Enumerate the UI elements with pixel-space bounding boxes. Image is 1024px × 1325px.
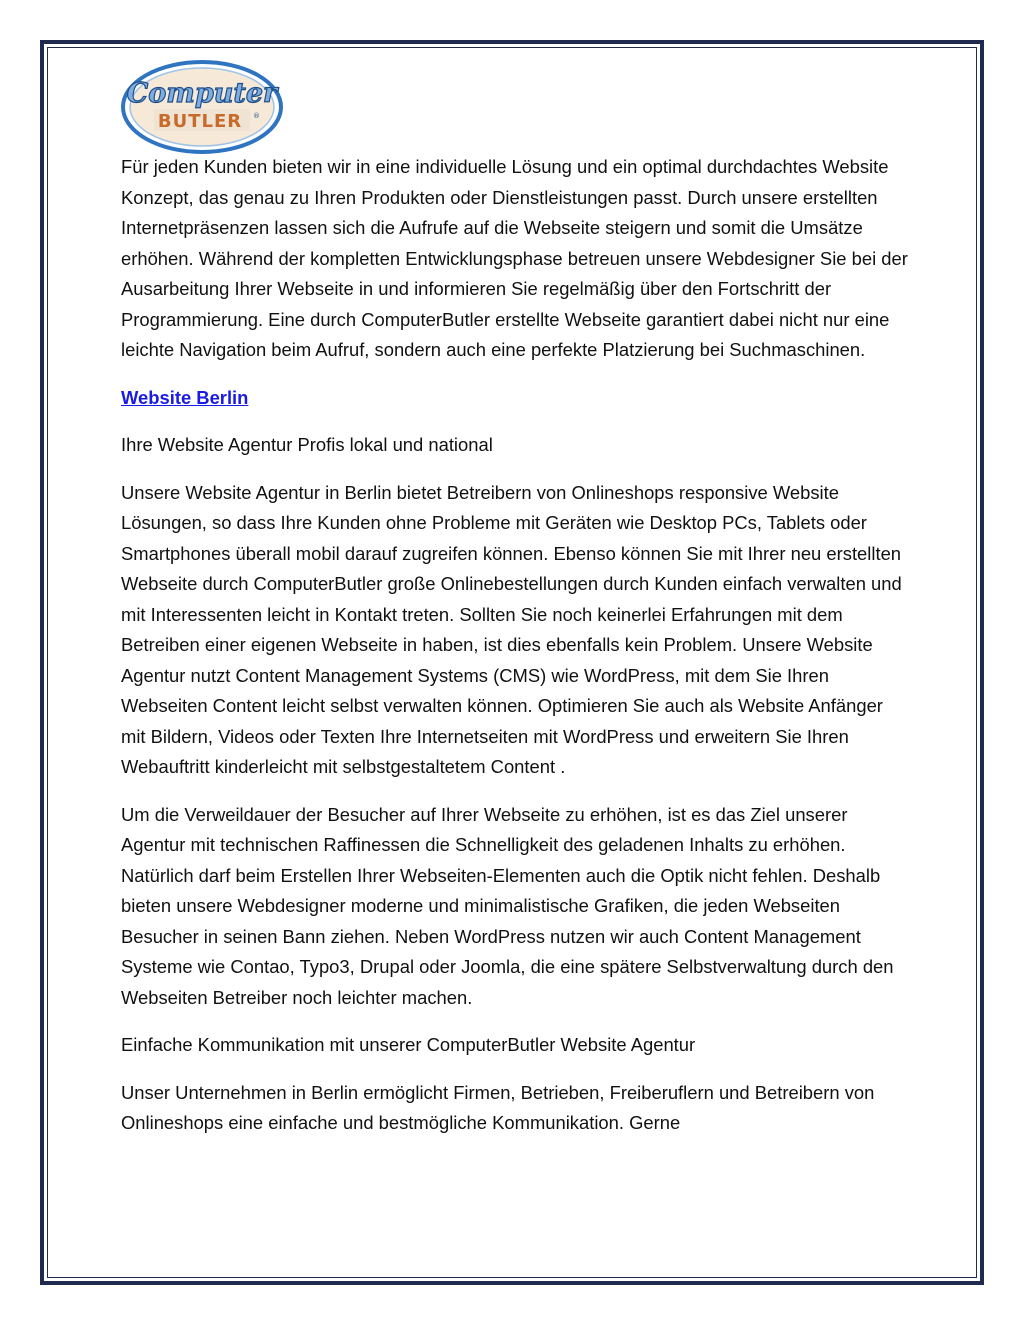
logo-computer-text: Computer [126, 78, 278, 109]
section-heading-agentur: Ihre Website Agentur Profis lokal und national [121, 434, 493, 455]
kommunikation-paragraph: Unser Unternehmen in Berlin ermöglicht Firmen, Betrieben, Freiberuflern und Betreibern von Onlineshops eine einfache und bestmögliche Kommunikation. Gerne [121, 1081, 875, 1133]
logo-butler-text: BUTLER [157, 111, 243, 132]
verweildauer-paragraph: Um die Verweildauer der Besucher auf Ihrer Webseite zu erhöhen, ist es das Ziel unserer Agentur mit technischen Raffinessen die Schnelligkeit des geladenen Inhalts zu erhöhen. Natürlich darf beim Erstellen Ihrer Webseiten-Elementen auch die Optik nicht fehlen. Deshalb bieten unsere Webdesigner moderne und minimalistische Grafiken, die jeden Webseiten Besucher in seinen Bann ziehen. Neben WordPress nutzen wir auch Content Management Systeme wie Contao, Typo3, Drupal oder Joomla, die eine spätere Selbstverwaltung durch den Webseiten Betreiber noch leichter machen. [121, 803, 894, 1008]
computer-butler-logo [120, 58, 284, 156]
logo-registered-mark: ® [253, 112, 260, 120]
website-berlin-link[interactable]: Website Berlin [121, 386, 249, 408]
intro-paragraph: Für jeden Kunden bieten wir in eine individuelle Lösung und ein optimal durchdachtes Website Konzept, das genau zu Ihren Produkten oder Dienstleistungen passt. Durch unsere erstellten Internetpräsenzen lassen sich die Aufrufe auf die Webseite steigern und somit die Umsätze erhöhen. Während der kompletten Entwicklungsphase betreuen unsere Webdesigner Sie bei der Ausarbeitung Ihrer Webseite in und informieren Sie regelmäßig über den Fortschritt der Programmierung. Eine durch ComputerButler erstellte Webseite garantiert dabei nicht nur eine leichte Navigation beim Aufruf, sondern auch eine perfekte Platzierung bei Suchmaschinen. [121, 156, 908, 360]
document-body [121, 152, 911, 1156]
section-heading-kommunikation: Einfache Kommunikation mit unserer ComputerButler Website Agentur [121, 1034, 696, 1055]
agentur-paragraph: Unsere Website Agentur in Berlin bietet Betreibern von Onlineshops responsive Website Lösungen, so dass Ihre Kunden ohne Probleme mit Geräten wie Desktop PCs, Tablets oder Smartphones überall mobil darauf zugreifen können. Ebenso können Sie mit Ihrer neu erstellten Webseite durch ComputerButler große Onlinebestellungen durch Kunden einfach verwalten und mit Interessenten leicht in Kontakt treten. Sollten Sie noch keinerlei Erfahrungen mit dem Betreiben einer eigenen Webseite in haben, ist dies ebenfalls kein Problem. Unsere Website Agentur nutzt Content Management Systems (CMS) wie WordPress, mit dem Sie Ihren Webseiten Content leicht selbst verwalten können. Optimieren Sie auch als Website Anfänger mit Bildern, Videos oder Texten Ihre Internetseiten mit WordPress und erweitern Sie Ihren Webauftritt kinderleicht mit selbstgestaltetem Content . [121, 481, 902, 777]
